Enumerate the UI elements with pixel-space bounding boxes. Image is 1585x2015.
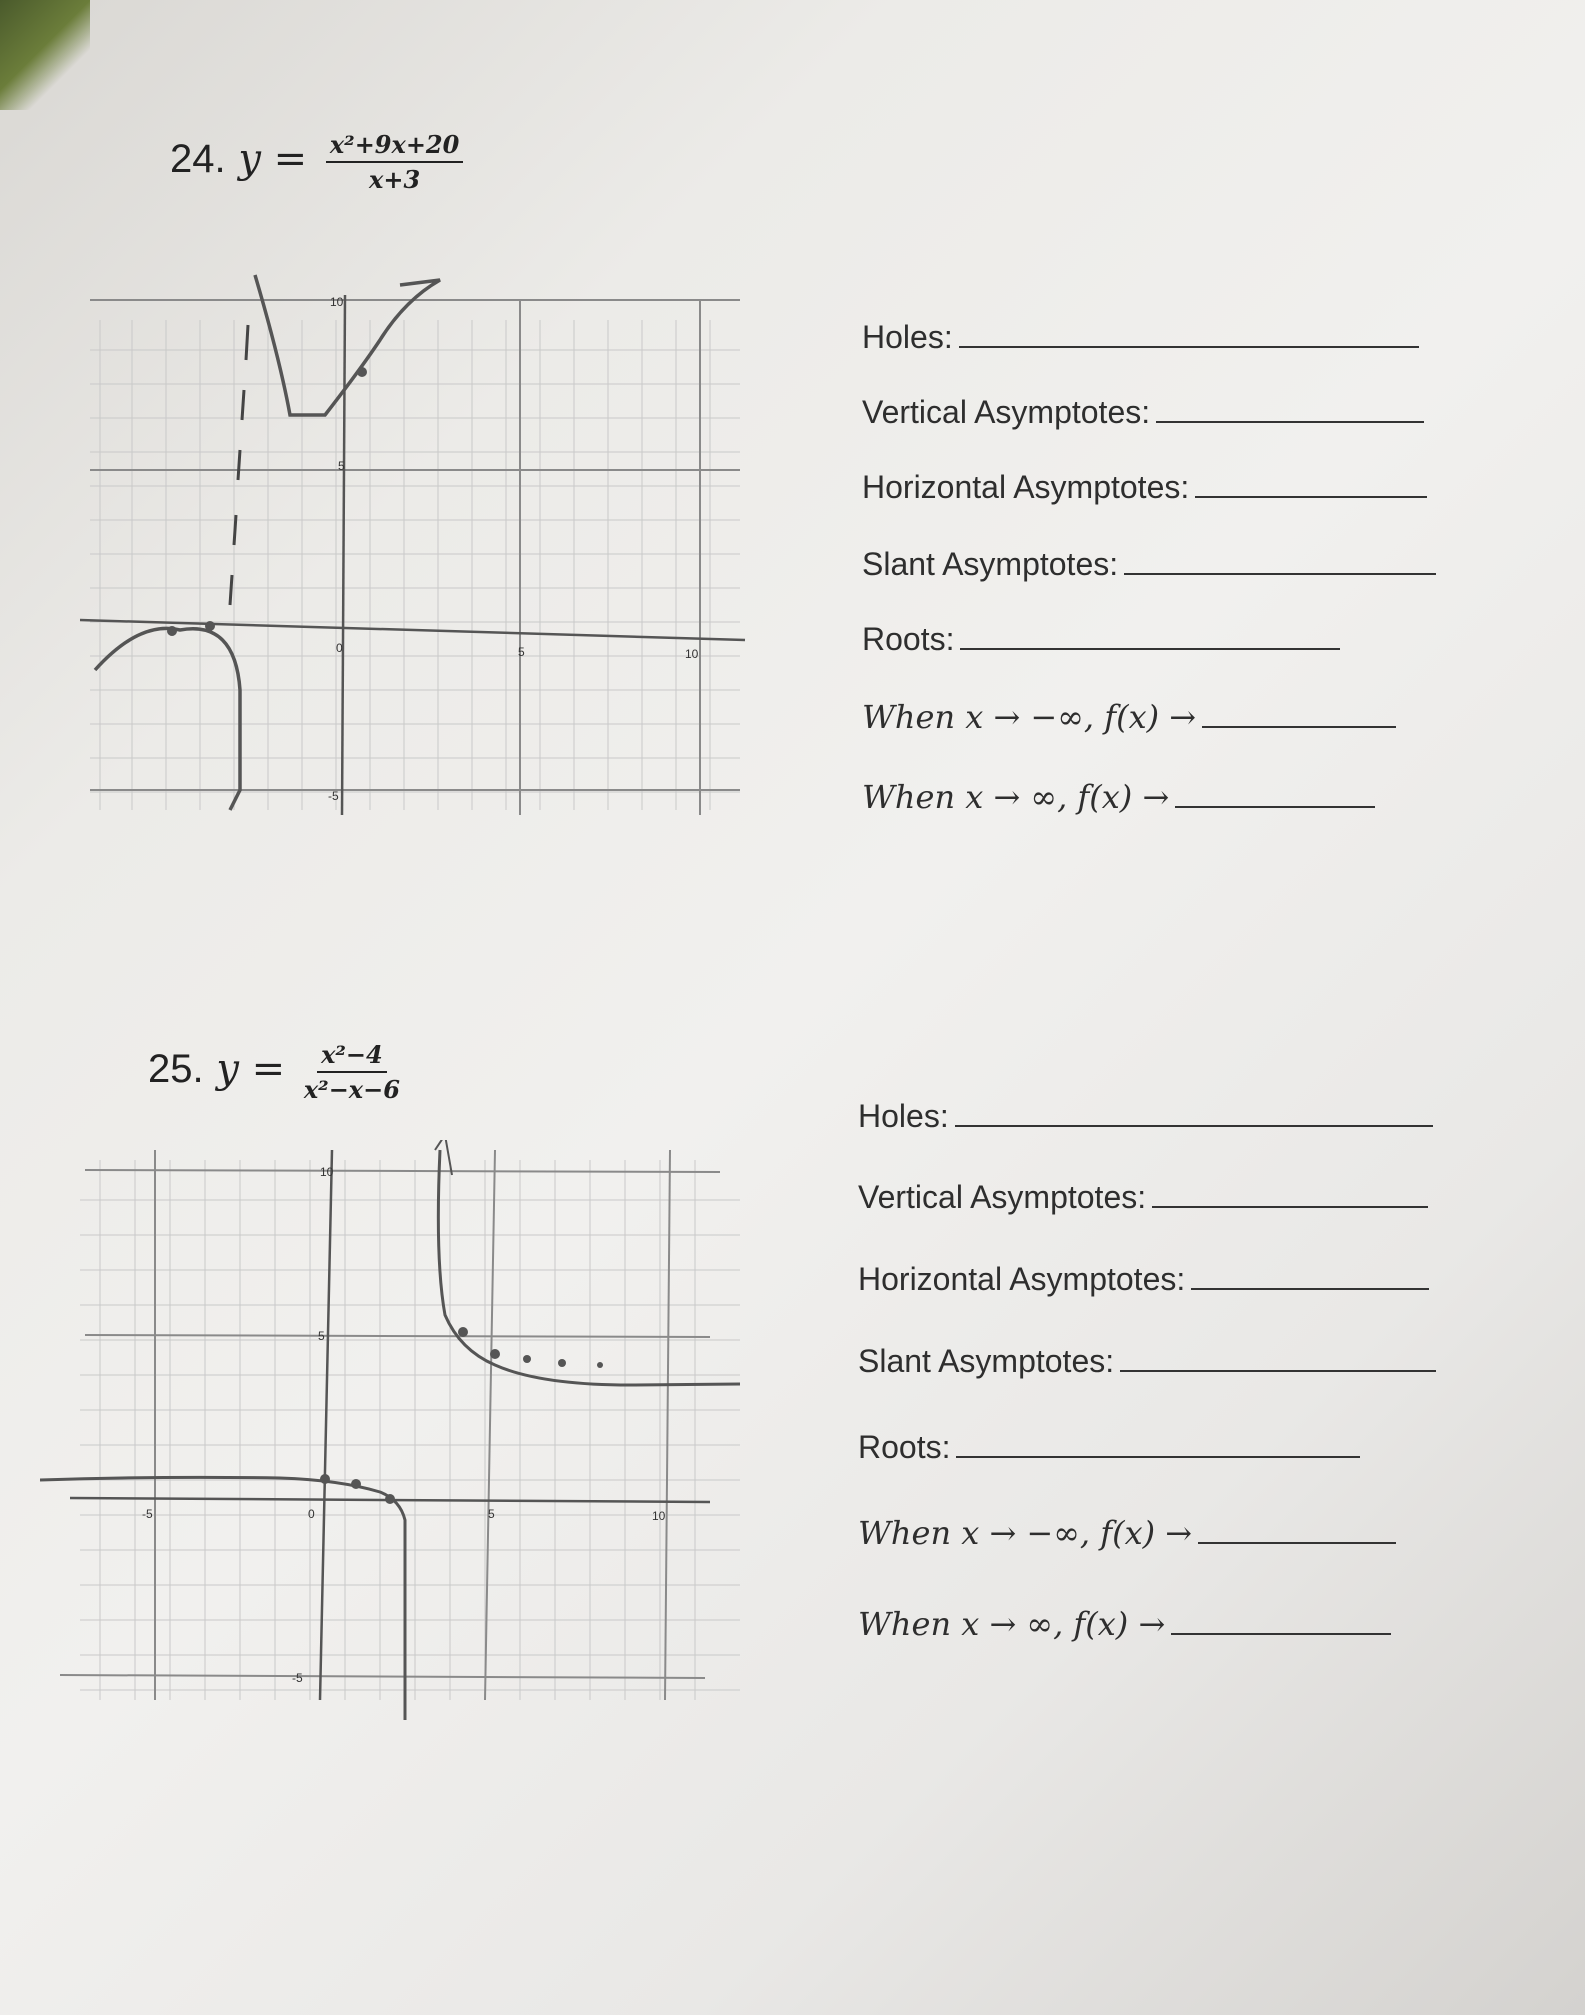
problem-number: 24. bbox=[170, 137, 226, 181]
slant-answer-line[interactable] bbox=[1120, 1342, 1436, 1372]
horizontal-answer-line[interactable] bbox=[1195, 468, 1427, 498]
y-tick-10: 10 bbox=[320, 1165, 334, 1179]
plotted-point bbox=[458, 1327, 468, 1337]
problem-24-graph bbox=[80, 270, 750, 830]
grid-minor bbox=[80, 1160, 740, 1700]
plotted-point bbox=[320, 1474, 330, 1484]
roots-field: Roots: bbox=[858, 1428, 1360, 1466]
slant-asymptotes-field: Slant Asymptotes: bbox=[858, 1342, 1436, 1380]
denominator: x+3 bbox=[369, 165, 421, 194]
curve-left-branch bbox=[40, 1477, 405, 1720]
neg-infinity-answer-line[interactable] bbox=[1198, 1514, 1396, 1544]
plotted-point bbox=[357, 367, 367, 377]
pos-infinity-answer-line[interactable] bbox=[1171, 1605, 1391, 1635]
equation-fraction bbox=[326, 130, 463, 194]
vertical-asymptotes-field: Vertical Asymptotes: bbox=[858, 1178, 1428, 1216]
horizontal-asymptotes-field: Horizontal Asymptotes: bbox=[858, 1260, 1429, 1298]
numerator: x²−4 bbox=[317, 1040, 387, 1073]
problem-24-equation bbox=[170, 130, 463, 194]
plotted-point bbox=[205, 621, 215, 631]
holes-field: Holes: bbox=[862, 318, 1419, 356]
problem-25-graph bbox=[40, 1140, 760, 1740]
holes-field: Holes: bbox=[858, 1097, 1433, 1135]
y-tick-10: 10 bbox=[330, 295, 344, 309]
y-axis bbox=[320, 1150, 332, 1700]
x-tick-neg5: -5 bbox=[142, 1507, 153, 1521]
roots-answer-line[interactable] bbox=[956, 1428, 1360, 1458]
slant-asymptotes-field: Slant Asymptotes: bbox=[862, 545, 1436, 583]
horizontal-answer-line[interactable] bbox=[1191, 1260, 1429, 1290]
neg-infinity-field: When x → −∞, f(x) → bbox=[858, 1514, 1396, 1552]
neg-infinity-field: When x → −∞, f(x) → bbox=[862, 698, 1396, 736]
denominator: x²−x−6 bbox=[303, 1075, 400, 1104]
equation-lhs: y = bbox=[238, 136, 308, 182]
plotted-point bbox=[597, 1362, 603, 1368]
plotted-point bbox=[558, 1359, 566, 1367]
plotted-point bbox=[523, 1355, 531, 1363]
numerator: x²+9x+20 bbox=[326, 130, 463, 163]
y-tick-5: 5 bbox=[318, 1329, 325, 1343]
vertical-asymptotes-field: Vertical Asymptotes: bbox=[862, 393, 1424, 431]
roots-field: Roots: bbox=[862, 620, 1340, 658]
plotted-point bbox=[490, 1349, 500, 1359]
background-object bbox=[0, 0, 90, 110]
vertical-answer-line[interactable] bbox=[1156, 393, 1424, 423]
equation-lhs: y = bbox=[216, 1046, 286, 1092]
y-axis bbox=[342, 295, 345, 815]
pos-infinity-field: When x → ∞, f(x) → bbox=[858, 1605, 1391, 1643]
equation-fraction bbox=[304, 1040, 400, 1104]
grid-minor bbox=[90, 320, 740, 810]
plotted-point bbox=[167, 626, 177, 636]
holes-answer-line[interactable] bbox=[959, 318, 1419, 348]
roots-answer-line[interactable] bbox=[960, 620, 1340, 650]
problem-25-equation bbox=[148, 1040, 400, 1104]
pos-infinity-answer-line[interactable] bbox=[1175, 778, 1375, 808]
plotted-point bbox=[385, 1494, 395, 1504]
neg-infinity-answer-line[interactable] bbox=[1202, 698, 1396, 728]
x-tick-5: 5 bbox=[488, 1507, 495, 1521]
curve-arrow bbox=[435, 1140, 452, 1175]
y-tick-5: 5 bbox=[338, 459, 345, 473]
pos-infinity-field: When x → ∞, f(x) → bbox=[862, 778, 1375, 816]
vertical-answer-line[interactable] bbox=[1152, 1178, 1428, 1208]
y-tick-neg5: -5 bbox=[292, 1671, 303, 1685]
vertical-asymptote-sketch bbox=[230, 325, 248, 605]
problem-number: 25. bbox=[148, 1047, 204, 1091]
origin-label: 0 bbox=[308, 1507, 315, 1521]
x-tick-10: 10 bbox=[685, 647, 699, 661]
origin-label: 0 bbox=[336, 641, 343, 655]
slant-answer-line[interactable] bbox=[1124, 545, 1436, 575]
plotted-point bbox=[351, 1479, 361, 1489]
horizontal-asymptotes-field: Horizontal Asymptotes: bbox=[862, 468, 1427, 506]
y-tick-neg5: -5 bbox=[328, 789, 339, 803]
grid-major bbox=[60, 1150, 720, 1700]
x-tick-10: 10 bbox=[652, 1509, 666, 1523]
holes-answer-line[interactable] bbox=[955, 1097, 1433, 1127]
curve-right-branch bbox=[255, 275, 440, 415]
x-tick-5: 5 bbox=[518, 645, 525, 659]
